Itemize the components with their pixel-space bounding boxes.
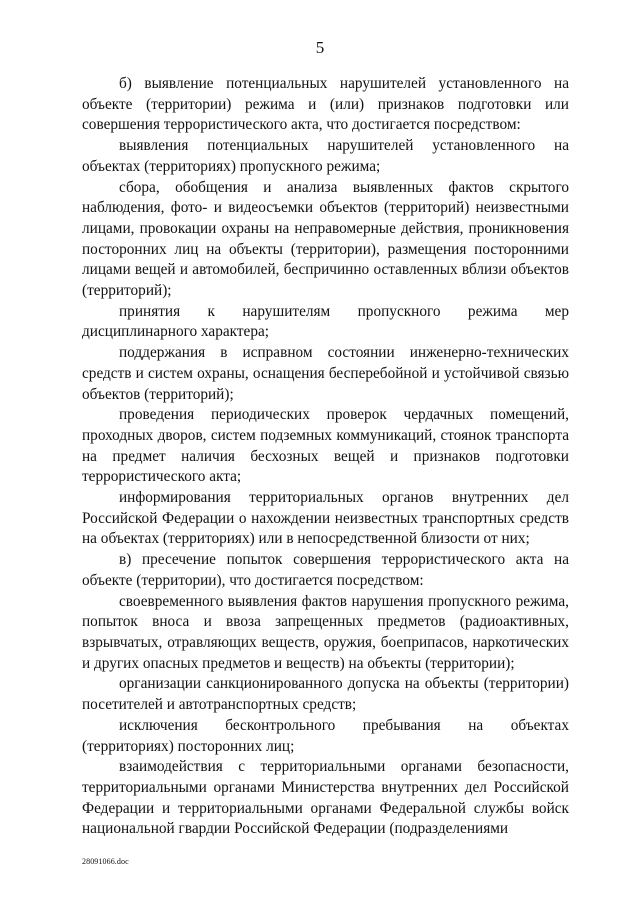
body-text <box>82 74 569 840</box>
paragraph-8: в) пресечение попыток совершения террористического акта на объекте (территории), что достигается посредством: <box>82 551 569 589</box>
paragraph-12: взаимодействия с территориальными органами безопасности, территориальными органами Министерства внутренних дел Российской Федерации и территориальными органами Федеральной службы войск национальной гвардии Российской Федерации (подразделениями <box>82 758 569 838</box>
paragraph-3: сбора, обобщения и анализа выявленных фактов скрытого наблюдения, фото- и видеосъемки объектов (территорий) неизвестными лицами, провокации охраны на неправомерные действия, проникновения посторонних лиц на объекты (территории), размещения посторонними лицами вещей и автомобилей, беспричинно оставленных вблизи объектов (территорий); <box>82 178 569 300</box>
footer-file-code: 28091066.doc <box>82 857 129 866</box>
paragraph-4: принятия к нарушителям пропускного режима мер дисциплинарного характера; <box>82 302 569 341</box>
paragraph-1: б) выявление потенциальных нарушителей установленного на объекте (территории) режима и (или) признаков подготовки или совершения террористического акта, что достигается посредством: <box>82 75 569 134</box>
paragraph-10: организации санкционированного допуска на объекты (территории) посетителей и автотранспортных средств; <box>82 675 569 714</box>
page-number: 5 <box>315 38 325 57</box>
paragraph-9: своевременного выявления фактов нарушения пропускного режима, попыток вноса и ввоза запрещенных предметов (радиоактивных, взрывчатых, отравляющих веществ, оружия, боеприпасов, наркотических и других опасных предметов и веществ) на объекты (территории); <box>82 592 569 672</box>
paragraph-11: исключения бесконтрольного пребывания на объектах (территориях) посторонних лиц; <box>82 716 569 755</box>
paragraph-7: информирования территориальных органов внутренних дел Российской Федерации о нахождении неизвестных транспортных средств на объектах (территориях) или в непосредственной близости от них; <box>82 489 569 548</box>
paragraph-2: выявления потенциальных нарушителей установленного на объектах (территориях) пропускного режима; <box>82 137 569 175</box>
paragraph-6: проведения периодических проверок чердачных помещений, проходных дворов, систем подземных коммуникаций, стоянок транспорта на предмет наличия бесхозных вещей и признаков подготовки террористического акта; <box>82 406 569 486</box>
paragraph-5: поддержания в исправном состоянии инженерно-технических средств и систем охраны, оснащения бесперебойной и устойчивой связью объектов (территорий); <box>82 344 569 403</box>
